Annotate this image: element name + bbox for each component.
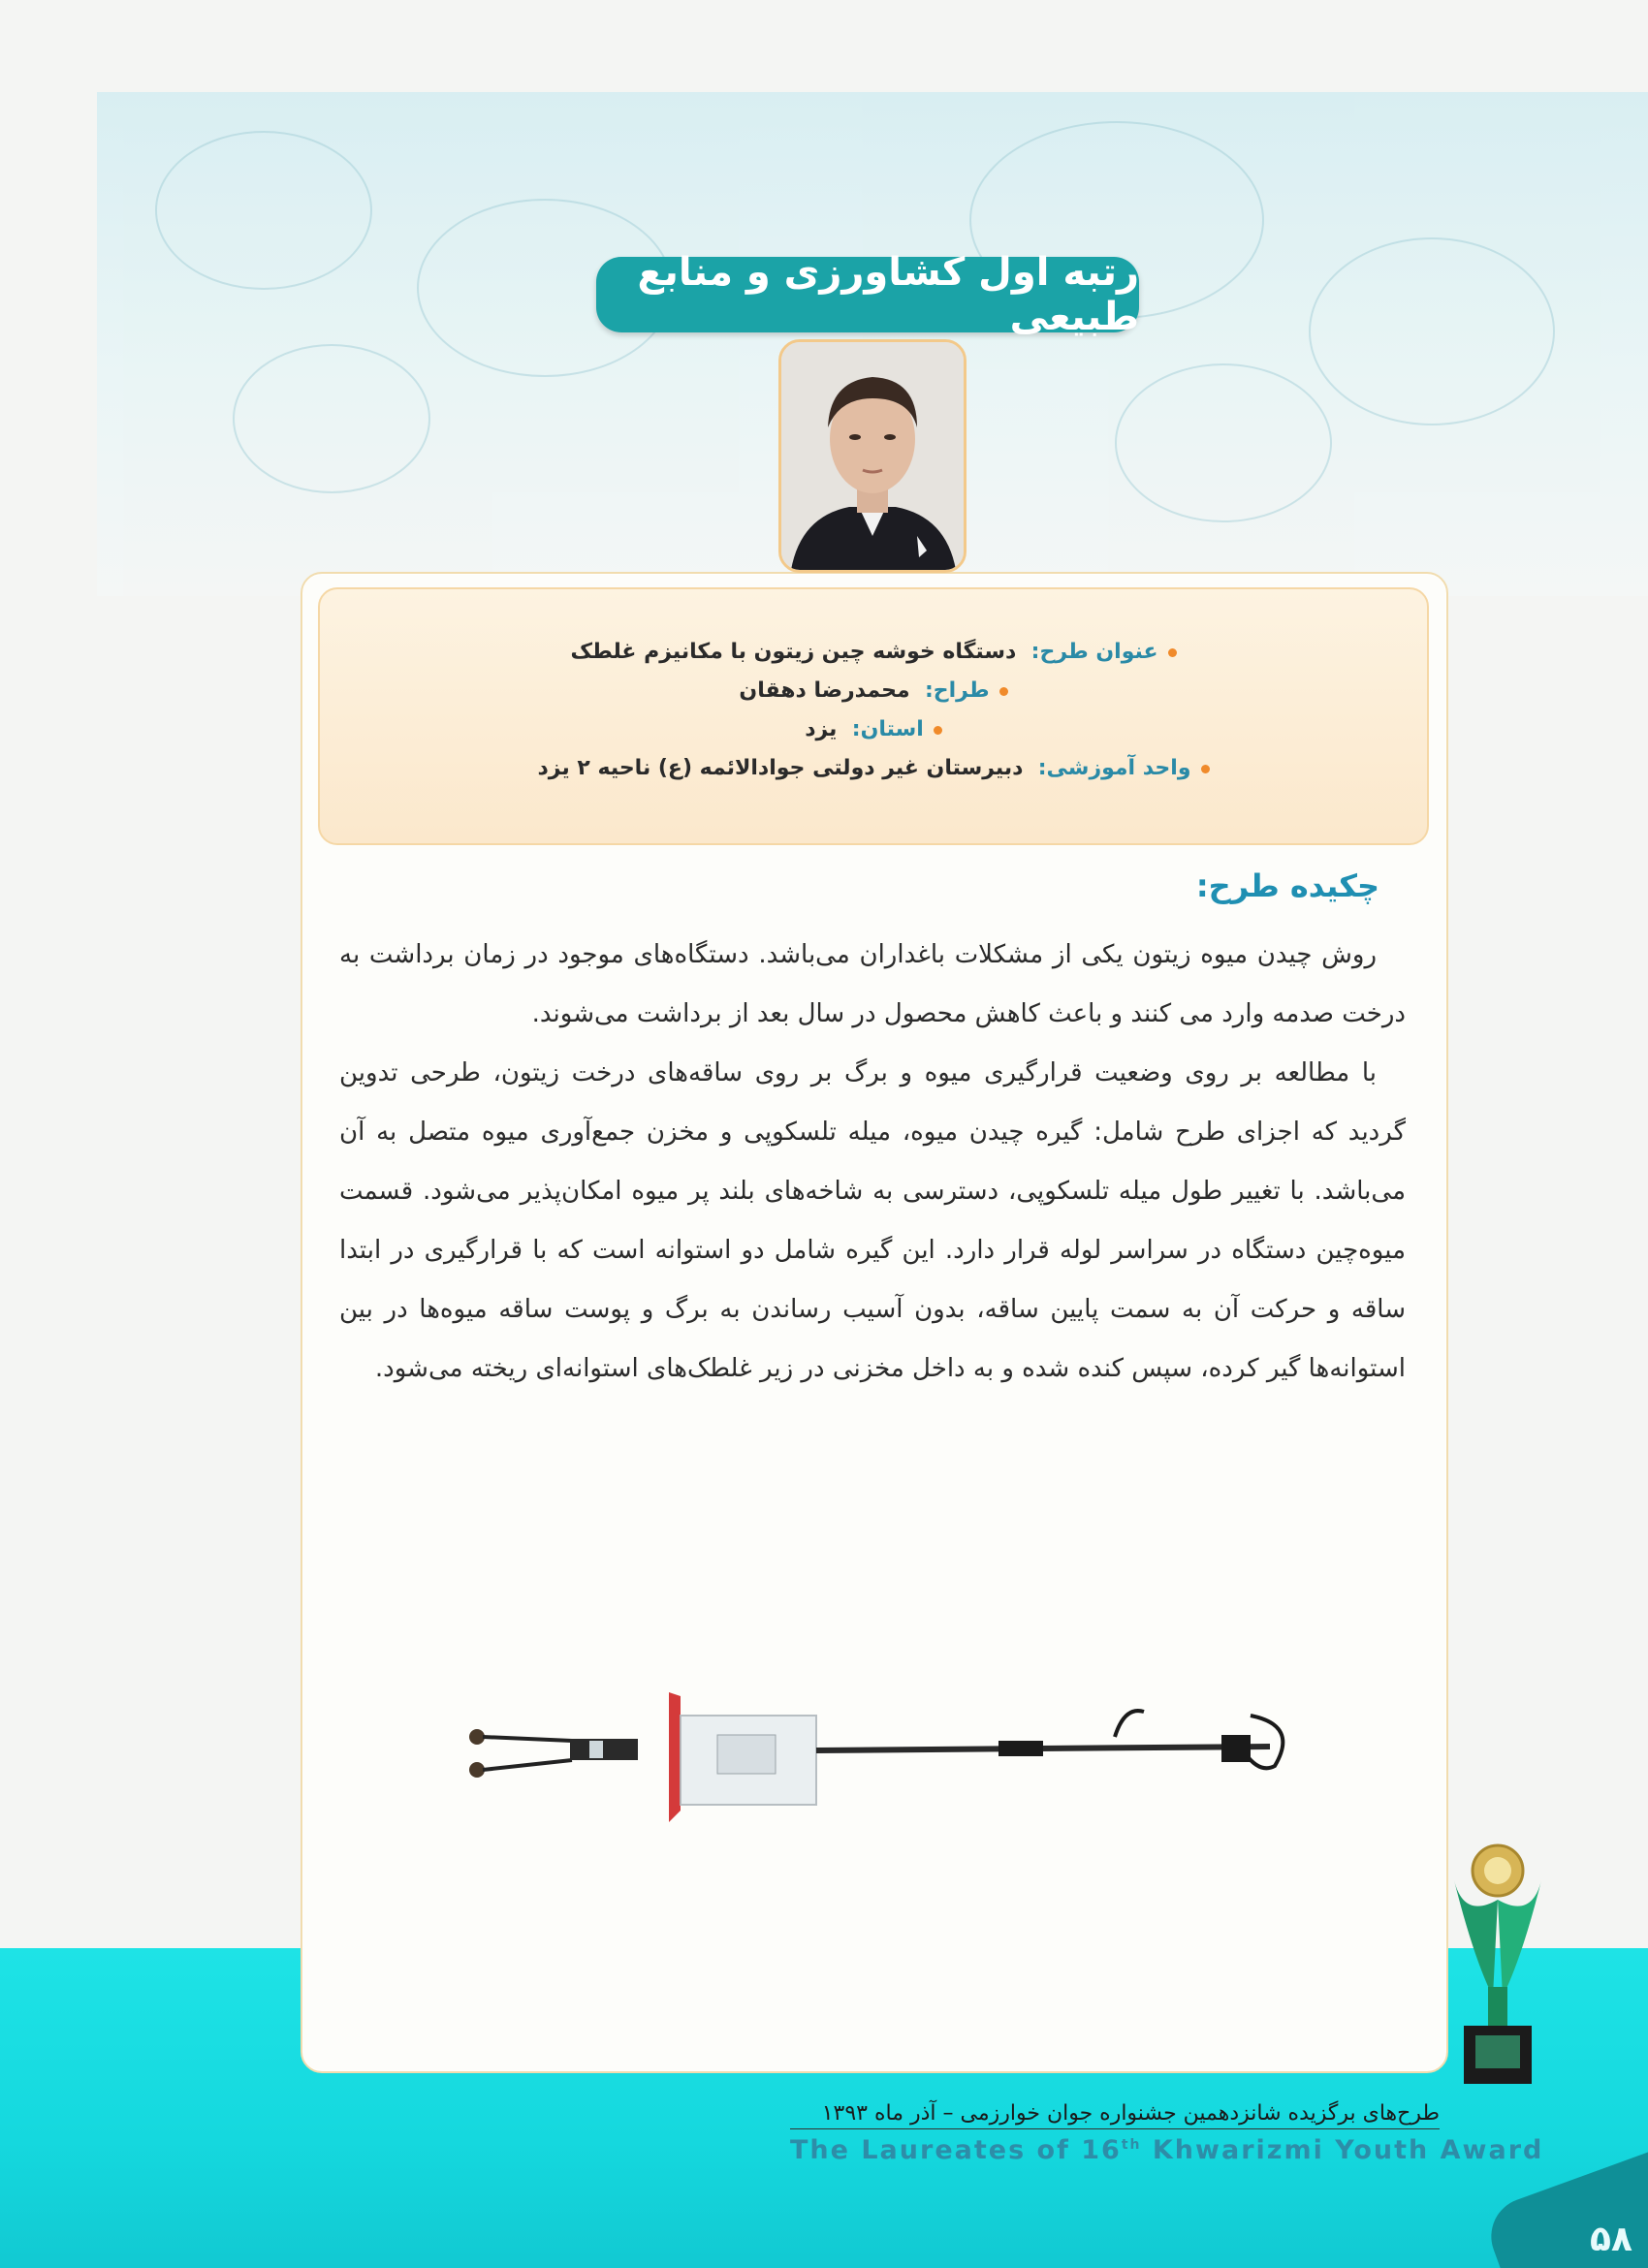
designer-photo [778, 339, 967, 573]
project-info-box [318, 587, 1429, 845]
designer-row [320, 678, 1427, 703]
footer-english-caption [790, 2135, 1544, 2165]
designer-value: محمدرضا دهقان [739, 678, 910, 703]
bullet-icon [999, 687, 1008, 696]
award-title-banner [596, 250, 1139, 339]
bullet-icon [934, 726, 942, 735]
footer-english-sup: th [1121, 2137, 1142, 2153]
project-title-row [320, 640, 1427, 664]
abstract-body [339, 926, 1406, 1399]
bullet-icon [1168, 648, 1177, 657]
footer-persian-caption: طرح‌های برگزیده شانزدهمین جشنواره جوان خوارزمی – آذر ماه ۱۳۹۳ [790, 2101, 1440, 2129]
olive-harvester-device-image [456, 1677, 1299, 1832]
project-title-label: عنوان طرح: [1030, 640, 1158, 664]
footer-english-pre: The Laureates of 16 [790, 2135, 1122, 2165]
abstract-paragraph-2: با مطالعه بر روی وضعیت قرارگیری میوه و برگ بر روی ساقه‌های درخت زیتون، طرحی تدوین گردید که اجزای طرح شامل: گیره چیدن میوه، میله تلسکوپی و مخزن جمع‌آوری میوه متصل به آن می‌باشد. با تغییر طول میله تلسکوپی، دسترسی به شاخه‌های بلند پر میوه امکان‌پذیر می‌شود. قسمت میوه‌چین دستگاه در سراسر لوله قرار دارد. این گیره شامل دو استوانه است که با قرارگیری در ابتدا ساقه و حرکت آن به سمت پایین ساقه، بدون آسیب رساندن به برگ و پوست ساقه میوه‌ها در بین استوانه‌ها گیر کرده، سپس کنده شده و به داخل مخزنی در زیر غلطک‌های استوانه‌ای ریخته می‌شود. [339, 1058, 1406, 1383]
page-number: ۵۸ [1590, 2220, 1632, 2259]
school-label: واحد آموزشی: [1037, 756, 1191, 780]
province-label: استان: [851, 717, 924, 741]
trophy-icon [1444, 1842, 1551, 2094]
school-value: دبیرستان غیر دولتی جوادالائمه (ع) ناحیه ۲ یزد [537, 756, 1024, 780]
designer-label: طراح: [924, 678, 990, 703]
bullet-icon [1201, 765, 1210, 773]
project-title-value: دستگاه خوشه چین زیتون با مکانیزم غلطک [570, 640, 1017, 664]
province-row [320, 717, 1427, 741]
footer-english-post: Khwarizmi Youth Award [1141, 2135, 1544, 2165]
abstract-paragraph-1: روش چیدن میوه زیتون یکی از مشکلات باغداران می‌باشد. دستگاه‌های موجود در زمان برداشت به درخت صدمه وارد می کنند و باعث کاهش محصول در سال بعد از برداشت می‌شوند. [339, 940, 1406, 1028]
school-row [320, 756, 1427, 780]
abstract-heading: چکیده طرح: [1195, 867, 1379, 904]
province-value: یزد [805, 717, 838, 741]
award-title: رتبه اول کشاورزی و منابع طبیعی [637, 250, 1139, 339]
